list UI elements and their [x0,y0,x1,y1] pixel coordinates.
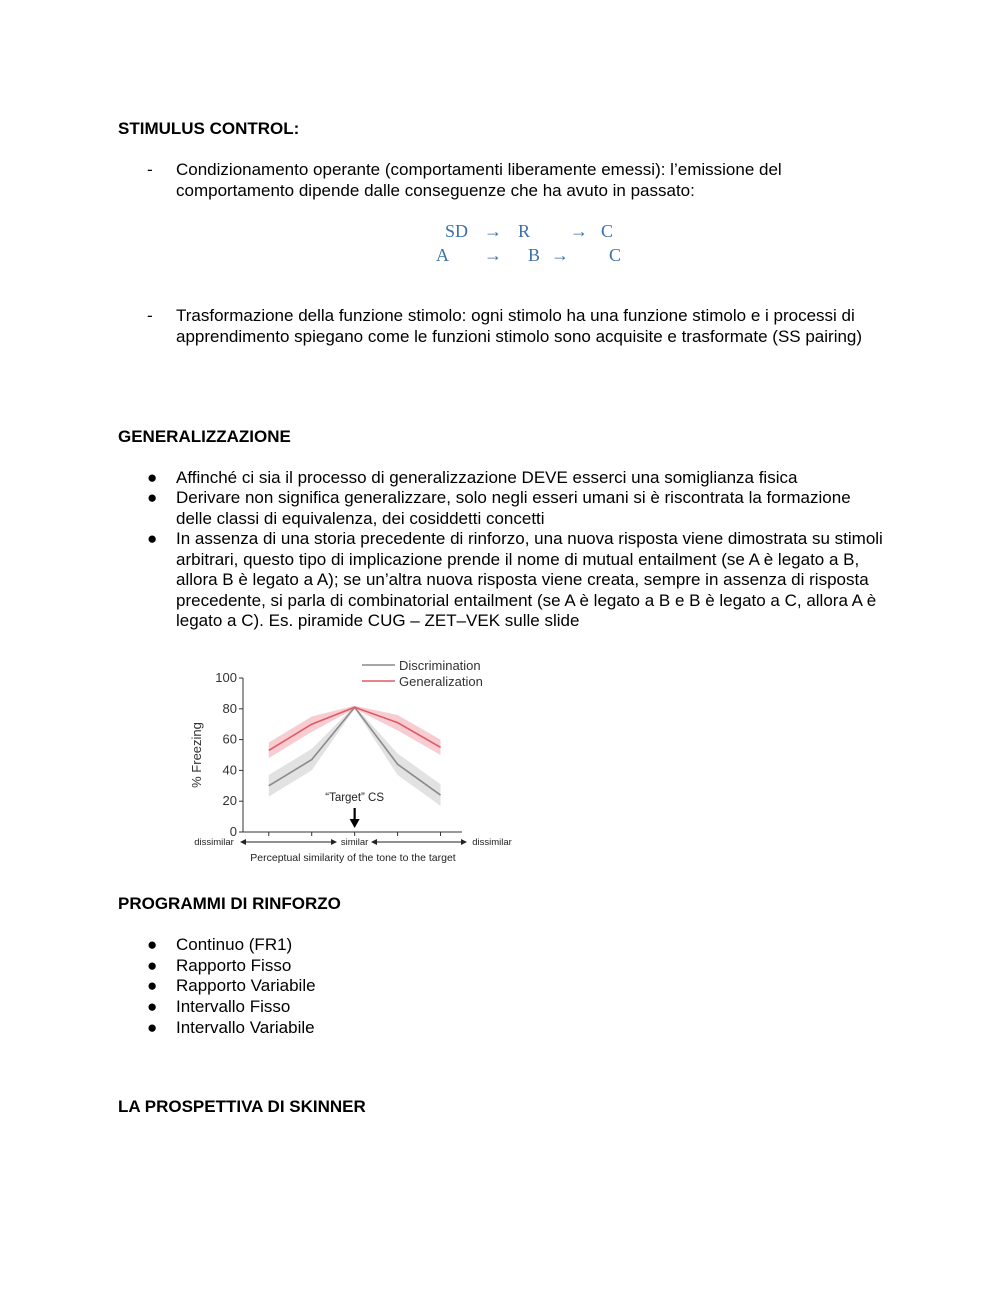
y-tick-label: 40 [222,762,237,778]
x-annotation-right: dissimilar [472,837,512,848]
bullet-marker: ● [147,997,158,1016]
dash-marker: - [147,160,153,179]
y-tick-label: 80 [222,700,237,716]
bullet-marker: ● [147,976,158,995]
legend-label: Discrimination [399,658,481,673]
arrowhead-right [331,839,337,845]
generalization-chart [185,652,520,867]
formula-arrow: → [484,221,502,241]
formula-sd: SD [445,221,469,241]
y-axis-label: % Freezing [189,722,204,788]
list-item-text: Affinché ci sia il processo di generalizzazione DEVE esserci una somiglianza fisica [176,468,798,487]
bullet-marker: ● [147,529,158,548]
list-item-text: Condizionamento operante (comportamenti liberamente emessi): l’emissione del comportamento dipende dalle conseguenze che ha avuto in passato: [176,160,782,200]
formula-c: C [601,221,614,241]
bullet-marker: ● [147,468,158,487]
bullet-marker: ● [147,1018,158,1037]
section-heading-programmi-di-rinforzo: PROGRAMMI DI RINFORZO [118,894,341,913]
formula-arrow: → [551,245,569,265]
formula-a: A [436,245,449,265]
list-item-text: Intervallo Fisso [176,997,291,1016]
formula-b: B [528,245,541,265]
list-item-text: In assenza di una storia precedente di rinforzo, una nuova risposta viene dimostrata su stimoli arbitrari, questo tipo di implicazione prende il nome di mutual entailment (se A è legato a B, allora B è legato a A); se un’altra nuova risposta viene creata, sempre in assenza di risposta precedente, si parla di combinatorial entailment (se A è legato a B e B è legato a C, allora A è legato a C). Es. piramide CUG – ZET–VEK sulle slide [176,529,883,631]
section-heading-generalizzazione: GENERALIZZAZIONE [118,427,291,446]
formula-r: R [518,221,531,241]
bullet-marker: ● [147,488,158,507]
list-item-text: Derivare non significa generalizzare, solo negli esseri umani si è riscontrata la formazione delle classi di equivalenza, dei cosiddetti concetti [176,488,851,528]
list-item-text: Rapporto Variabile [176,976,316,995]
formula-arrow: → [570,221,588,241]
list-item-text: Trasformazione della funzione stimolo: ogni stimolo ha una funzione stimolo e i processi di apprendimento spiegano come le funzioni stimolo sono acquisite e trasformate (SS pairing) [176,306,863,346]
y-tick-label: 100 [215,670,237,685]
bullet-marker: ● [147,956,158,975]
target-arrow-head [350,819,360,828]
formula-arrow: → [484,245,502,265]
bullet-marker: ● [147,935,158,954]
arrowhead-left [371,839,377,845]
series-band-discrimination [269,706,441,806]
y-tick-label: 0 [229,824,237,839]
section-heading-stimulus-control: STIMULUS CONTROL: [118,119,300,138]
x-axis-label: Perceptual similarity of the tone to the target [250,852,456,864]
arrowhead-right [461,839,467,845]
list-item-text: Continuo (FR1) [176,935,293,954]
y-tick-label: 60 [222,731,237,747]
target-cs-label: “Target” CS [325,792,385,804]
arrowhead-left [240,839,246,845]
list-item-text: Rapporto Fisso [176,956,292,975]
legend-label: Generalization [399,674,483,689]
dash-marker: - [147,306,153,325]
x-annotation-left: dissimilar [194,837,234,848]
list-item-text: Intervallo Variabile [176,1018,315,1037]
x-annotation-center: similar [340,837,369,848]
formula-c: C [609,245,622,265]
y-tick-label: 20 [222,793,237,809]
section-heading-prospettiva-di-skinner: LA PROSPETTIVA DI SKINNER [118,1097,366,1116]
